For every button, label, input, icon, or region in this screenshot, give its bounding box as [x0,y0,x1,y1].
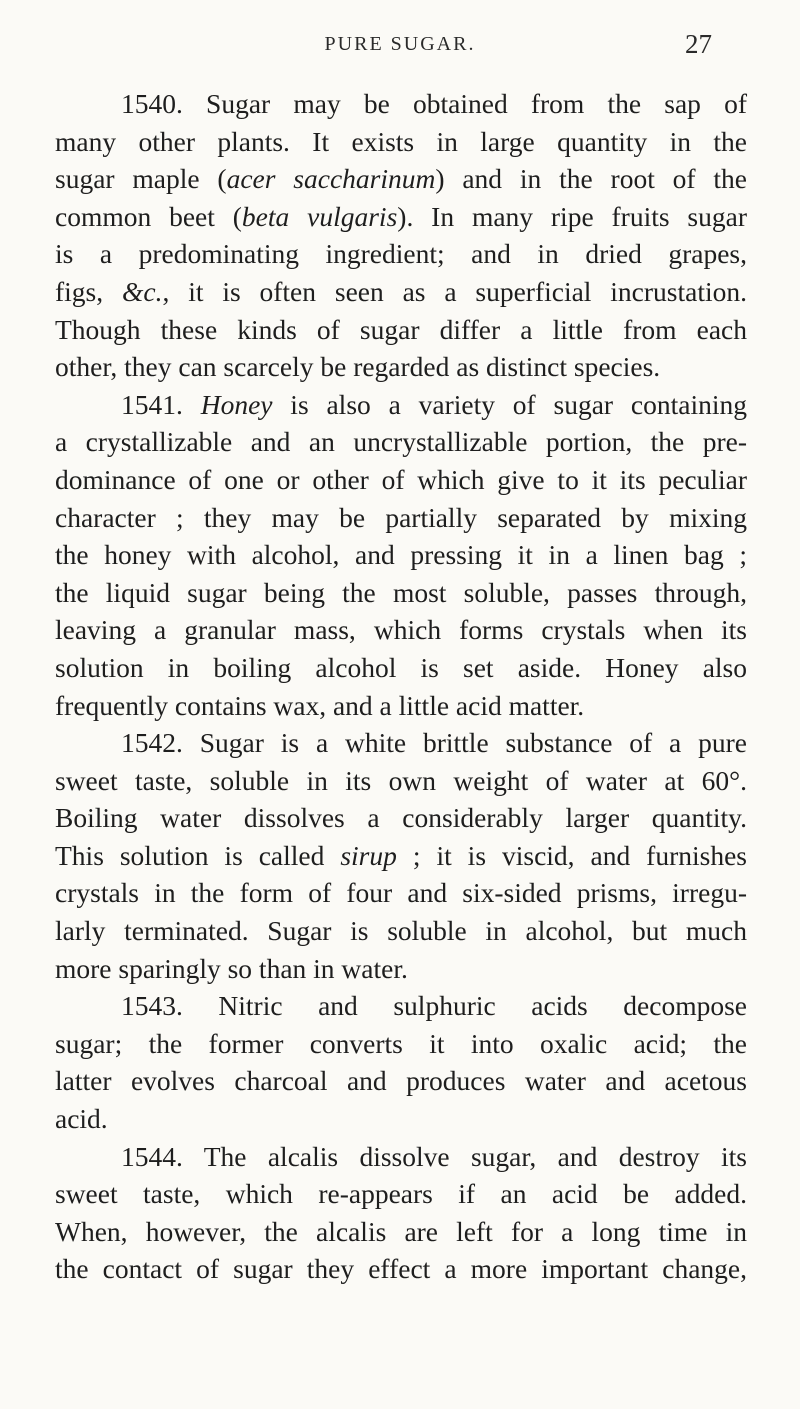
text-segment: common beet ( [55,200,242,232]
text-line [55,687,747,725]
text-line [55,1138,747,1176]
text-line [55,1250,747,1288]
text-segment: 1541. [121,388,201,420]
text-line [55,198,747,236]
text-line [55,950,747,988]
text-line [55,461,747,499]
text-segment: character ; they may be partially separated by mixing [55,501,747,533]
text-segment: leaving a granular mass, which forms crystals when its [55,614,747,646]
text-segment: sugar maple ( [55,163,227,195]
text-segment: ). In many ripe fruits sugar [397,200,747,232]
italic-text: &c. [121,275,163,307]
text-segment: the contact of sugar they effect a more important change, [55,1253,747,1285]
text-segment: This solution is called [55,839,341,871]
text-segment: frequently contains wax, and a little acid matter. [55,689,585,721]
text-segment: solution in boiling alcohol is set aside. Honey also [55,651,747,683]
text-segment: 1540. Sugar may be obtained from the sap of [121,88,747,119]
text-segment: Boiling water dissolves a considerably larger quantity. [55,802,747,834]
text-line [55,1100,747,1138]
text-segment: acid. [55,1103,108,1135]
text-segment: Though these kinds of sugar differ a little from each [55,313,747,345]
text-line [55,499,747,537]
text-segment: sweet taste, soluble in its own weight of water at 60°. [55,764,747,796]
text-segment: latter evolves charcoal and produces water and acetous [55,1065,747,1097]
text-line [55,799,747,837]
text-segment: sugar; the former converts it into oxalic acid; the [55,1027,747,1059]
text-segment: the liquid sugar being the most soluble, passes through, [55,576,747,608]
text-line [55,1062,747,1100]
text-line [55,160,747,198]
text-line [55,536,747,574]
text-line [55,987,747,1025]
text-segment: 1542. Sugar is a white brittle substance of a pure [121,727,747,759]
text-segment: figs, [55,275,122,307]
text-line [55,1175,747,1213]
text-line [55,235,747,273]
text-segment: larly terminated. Sugar is soluble in alcohol, but much [55,915,747,947]
text-line [55,912,747,950]
text-segment: more sparingly so than in water. [55,952,408,984]
text-line [55,1213,747,1251]
text-line [55,762,747,800]
text-line [55,348,747,386]
text-line [55,123,747,161]
text-segment: ) and in the root of the [435,163,748,195]
running-header [0,29,800,63]
italic-text: Honey [200,388,273,420]
text-line [55,1025,747,1063]
text-segment: many other plants. It exists in large quantity in the [55,125,747,157]
text-segment: other, they can scarcely be regarded as distinct species. [55,351,661,383]
text-segment: is a predominating ingredient; and in dried grapes, [55,238,747,270]
text-segment: 1544. The alcalis dissolve sugar, and destroy its [121,1140,747,1172]
running-title: PURE SUGAR. [324,33,476,55]
italic-text: acer saccharinum [226,163,436,195]
text-line [55,649,747,687]
text-segment: 1543. Nitric and sulphuric acids decompose [121,990,747,1022]
text-line [55,311,747,349]
page-number: 27 [685,29,712,59]
italic-text: beta vulgaris [241,200,398,232]
text-segment: the honey with alcohol, and pressing it in a linen bag ; [55,539,747,571]
text-segment: a crystallizable and an uncrystallizable portion, the pre- [55,426,747,458]
text-segment: , it is often seen as a superficial incrustation. [162,275,748,307]
text-line [55,273,747,311]
text-line [55,386,747,424]
italic-text: sirup [340,839,397,871]
text-segment: dominance of one or other of which give to it its peculiar [55,463,747,495]
text-line [55,837,747,875]
text-segment: ; it is viscid, and furnishes [396,839,747,871]
body-text [55,85,747,1288]
text-line [55,874,747,912]
text-segment: sweet taste, which re-appears if an acid be added. [55,1178,747,1210]
text-segment: crystals in the form of four and six-sided prisms, irregu- [55,877,747,909]
text-line [55,574,747,612]
text-segment: When, however, the alcalis are left for a long time in [55,1215,747,1247]
text-line [55,724,747,762]
text-line [55,423,747,461]
text-line [55,85,747,123]
text-line [55,611,747,649]
text-segment: is also a variety of sugar containing [272,388,747,420]
